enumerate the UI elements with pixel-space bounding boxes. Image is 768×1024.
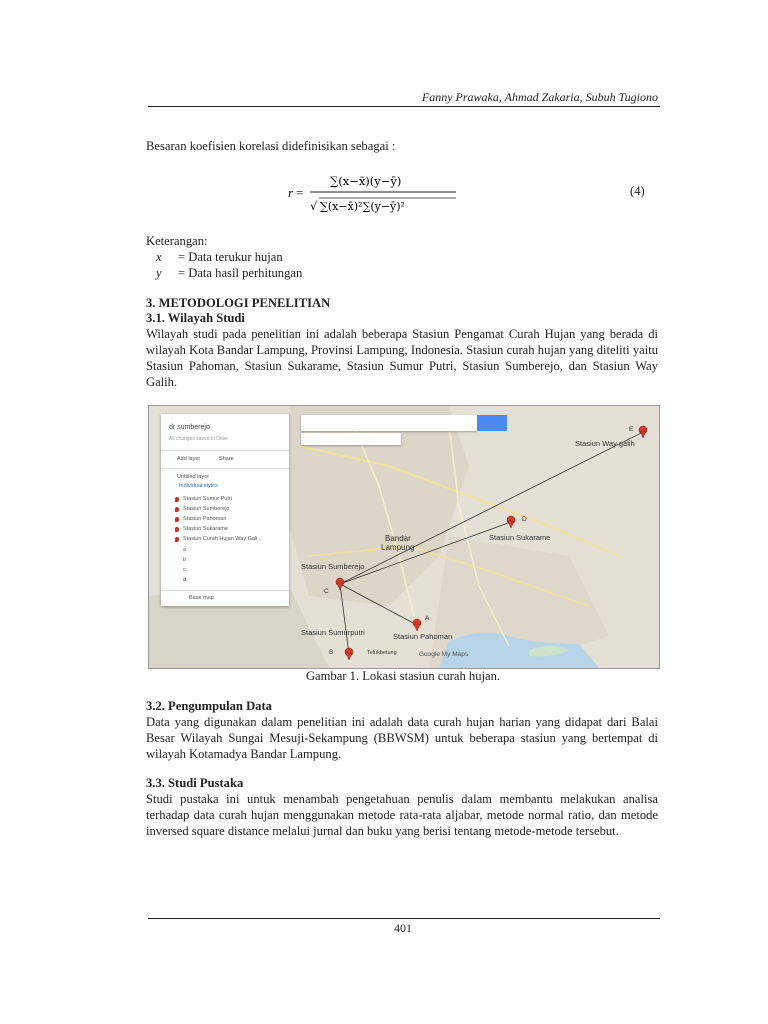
point-label: A — [425, 615, 430, 622]
label-lampung: Lampung — [381, 543, 415, 552]
header-rule — [148, 106, 660, 107]
legend-desc: = Data terukur hujan — [178, 250, 283, 264]
label-sumur-putri: Stasiun Sumurputri — [301, 628, 365, 637]
svg-text:∑(x−x̄)²∑(y−ȳ)²: ∑(x−x̄)²∑(y−ȳ)² — [320, 200, 405, 213]
section-3-1-heading: 3.1. Wilayah Studi — [146, 311, 245, 325]
layer-item-line[interactable]: d — [183, 577, 187, 583]
layer-item-line[interactable]: c — [183, 567, 186, 573]
layer-name[interactable]: Untitled layer — [177, 474, 210, 480]
correlation-equation — [286, 168, 466, 218]
panel-divider — [161, 590, 289, 591]
page-number: 401 — [394, 921, 412, 935]
label-pahoman: Stasiun Pahoman — [393, 632, 453, 641]
base-map-toggle[interactable]: Base map — [189, 595, 214, 601]
legend-row-x — [146, 249, 302, 265]
section-3-2-text: Data yang digunakan dalam penelitian ini adalah data curah hujan harian yang didapat dari Balai Besar Wilayah Sungai Mesuji-Sekampung (BBWSM) untuk beberapa stasiun yang bertempat di wilayah Kotamadya Bandar Lampung. — [146, 715, 658, 761]
section-3-2-heading: 3.2. Pengumpulan Data — [146, 699, 272, 713]
svg-text:∑(x−x̄)(y−ȳ): ∑(x−x̄)(y−ȳ) — [330, 174, 402, 188]
individual-styles-link[interactable]: Individual styles — [179, 483, 218, 489]
layer-item-station[interactable]: Stasiun Sumberejo — [183, 506, 230, 512]
map-title: dr sumberejo — [169, 424, 210, 431]
svg-text:r: r — [288, 185, 294, 200]
legend-symbol: x — [156, 250, 162, 264]
section-3-3-heading: 3.3. Studi Pustaka — [146, 776, 244, 790]
legend-desc: = Data hasil perhitungan — [178, 266, 303, 280]
label-bandar: Bandar — [385, 534, 411, 543]
station-pin-icon — [175, 537, 179, 542]
station-pin-icon — [175, 527, 179, 532]
layer-item-station[interactable]: Stasiun Curah Hujan Way Gali... — [183, 536, 262, 542]
add-layer-button[interactable]: Add layer — [177, 456, 201, 462]
panel-divider — [161, 468, 289, 469]
map-search-button[interactable] — [477, 415, 507, 431]
svg-text:=: = — [296, 185, 304, 200]
map-layers-panel[interactable] — [161, 414, 289, 606]
section-3-heading: 3. METODOLOGI PENELITIAN — [146, 296, 331, 310]
legend-row-y — [146, 265, 302, 281]
study-area-map-figure — [148, 405, 660, 669]
section-3-1-text: Wilayah studi pada penelitian ini adalah beberapa Stasiun Pengamat Curah Hujan yang berada di wilayah Kota Bandar Lampung, Provinsi Lampung, Indonesia. Stasiun curah hujan yang diteliti yaitu Stasiun Pahoman, Stasiun Sukarame, Stasiun Sumur Putri, Stasiun Sumberejo, dan Stasiun Way Galih. — [146, 327, 658, 389]
layer-item-station[interactable]: Stasiun Sukarame — [183, 526, 228, 532]
label-way-galih: Stasiun Way galih — [575, 439, 635, 448]
legend-title: Keterangan: — [146, 234, 208, 248]
label-telukbetung: Telukbetung — [367, 650, 397, 656]
layer-item-station[interactable]: Stasiun Pahoman — [183, 516, 227, 522]
figure-caption: Gambar 1. Lokasi stasiun curah hujan. — [305, 669, 501, 683]
intro-text: Besaran koefisien korelasi didefinisikan sebagai : — [146, 139, 396, 153]
legend-block — [146, 233, 302, 281]
share-button[interactable]: Share — [219, 456, 234, 462]
label-sumberejo: Stasiun Sumberejo — [301, 562, 365, 571]
layer-item-line[interactable]: a — [183, 547, 187, 553]
footer-rule — [148, 918, 660, 919]
map-saved-status: All changes saved in Drive — [169, 436, 228, 442]
point-label: D — [522, 516, 527, 523]
station-pin-icon — [175, 507, 179, 512]
point-label: B — [329, 649, 334, 656]
layer-item-line[interactable]: b — [183, 557, 187, 563]
google-logo: Google My Maps — [419, 651, 469, 658]
label-sukarame: Stasiun Sukarame — [489, 533, 551, 542]
station-pin-icon — [175, 517, 179, 522]
map-search-input[interactable] — [301, 415, 477, 431]
section-3-3-text: Studi pustaka ini untuk menambah pengetahuan penulis dalam membantu melakukan analisa terhadap data curah hujan menggunakan metode rata-rata aljabar, metode normal ratio, dan metode inversed square distance melalui jurnal dan buku yang berisi tentang metode-metode tersebut. — [146, 792, 658, 838]
panel-divider — [161, 450, 289, 451]
point-label: E — [629, 426, 634, 433]
layer-item-station[interactable]: Stasiun Sumur Putri — [183, 496, 232, 502]
running-header-authors: Fanny Prawaka, Ahmad Zakaria, Subuh Tugiono — [421, 90, 658, 104]
map-toolbar[interactable] — [301, 433, 401, 445]
station-pin-icon — [175, 497, 179, 502]
equation-number: (4) — [630, 184, 645, 198]
point-label: C — [324, 588, 329, 595]
svg-text:√: √ — [310, 199, 318, 213]
legend-symbol: y — [156, 266, 162, 280]
